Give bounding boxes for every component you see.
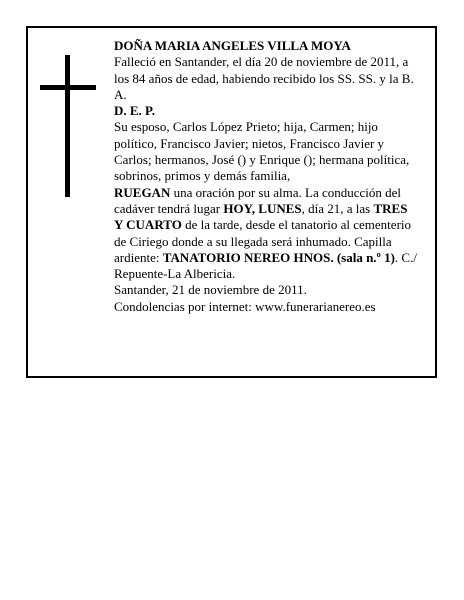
funeral-request: RUEGAN una oración por su alma. La conducción del cadáver tendrá lugar HOY, LUNES, día 21, a las TRES Y CUARTO de la tarde, desde el tanatorio al cementerio de Ciriego donde a su llegada será inhumado. Capilla ardiente: TANATORIO NEREO HNOS. (sala n.º 1). C./ Repuente-La Albericia. (114, 184, 417, 282)
ruegan-label: RUEGAN (114, 184, 171, 200)
obituary-text (114, 38, 419, 315)
cross-icon-bar (40, 85, 96, 90)
family-list: Su esposo, Carlos López Prieto; hija, Carmen; hijo político, Francisco Javier; nietos, Francisco Javier y Carlos; hermanos, José () y Enrique (); hermana política, sobrinos, primos y demás familia, (114, 119, 410, 184)
cross-icon (65, 55, 70, 197)
funeral-time: TRES Y CUARTO (114, 200, 408, 233)
funeral-day: HOY, LUNES (223, 200, 302, 216)
condolences-line: Condolencias por internet: www.funerarianereo.es (114, 298, 376, 314)
rest-in-peace: D. E. P. (114, 103, 156, 119)
deceased-name: DOÑA MARIA ANGELES VILLA MOYA (114, 38, 351, 53)
death-notice: Falleció en Santander, el día 20 de noviembre de 2011, a los 84 años de edad, habiendo recibido los SS. SS. y la B. A. (114, 54, 414, 102)
chapel-name: TANATORIO NEREO HNOS. (sala n.º 1) (162, 249, 395, 265)
place-date: Santander, 21 de noviembre de 2011. (114, 282, 307, 298)
